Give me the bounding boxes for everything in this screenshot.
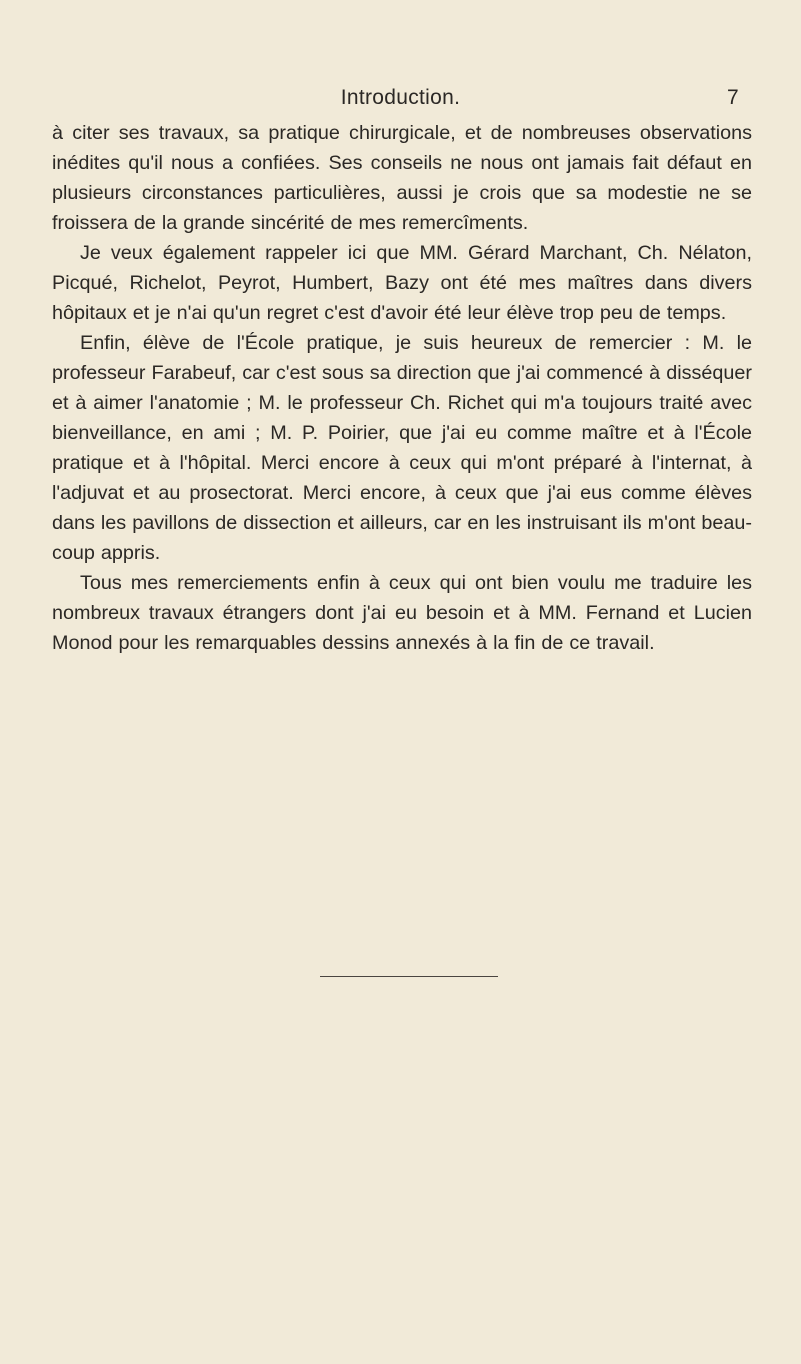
section-end-rule	[320, 976, 498, 977]
running-title: Introduction.	[340, 86, 461, 109]
paragraph-ecole-pratique: Enfin, élève de l'École pratique, je suis heureux de remercier : M. le professeur Farabeuf, car c'est sous sa direction que j'ai commencé à disséquer et à aimer l'anatomie ; M. le professeur Ch. Richet qui m'a toujours traité avec bienveillance, en ami ; M. P. Poirier, que j'ai eu comme maître et à l'École pratique et à l'hôpital. Merci encore à ceux qui m'ont préparé à l'internat, à l'adjuvat et au prosectorat. Merci encore, à ceux que j'ai eus comme élèves dans les pavillons de dissection et ailleurs, car en les instruisant ils m'ont beaucoup appris.	[52, 332, 752, 564]
paragraph-masters: Je veux également rappeler ici que MM. Gérard Marchant, Ch. Nélaton, Picqué, Richelot, Peyrot, Humbert, Bazy ont été mes maîtres dans divers hôpitaux et je n'ai qu'un regret c'est d'avoir été leur élève trop peu de temps.	[52, 242, 752, 324]
paragraph-continuation: à citer ses travaux, sa pratique chirurgicale, et de nombreuses observations inédites qu'il nous a confiées. Ses conseils ne nous ont jamais fait défaut en plusieurs circonstances particulières, aussi je crois que sa modestie ne se froissera de la grande sincérité de mes remercîments.	[52, 122, 752, 234]
page-number: 7	[727, 86, 739, 109]
body-text	[52, 118, 752, 658]
paragraph-thanks: Tous mes remerciements enfin à ceux qui ont bien voulu me traduire les nombreux travaux étrangers dont j'ai eu besoin et à MM. Fernand et Lucien Monod pour les remarquables dessins annexés à la fin de ce travail.	[52, 572, 752, 654]
page-header	[0, 86, 801, 114]
